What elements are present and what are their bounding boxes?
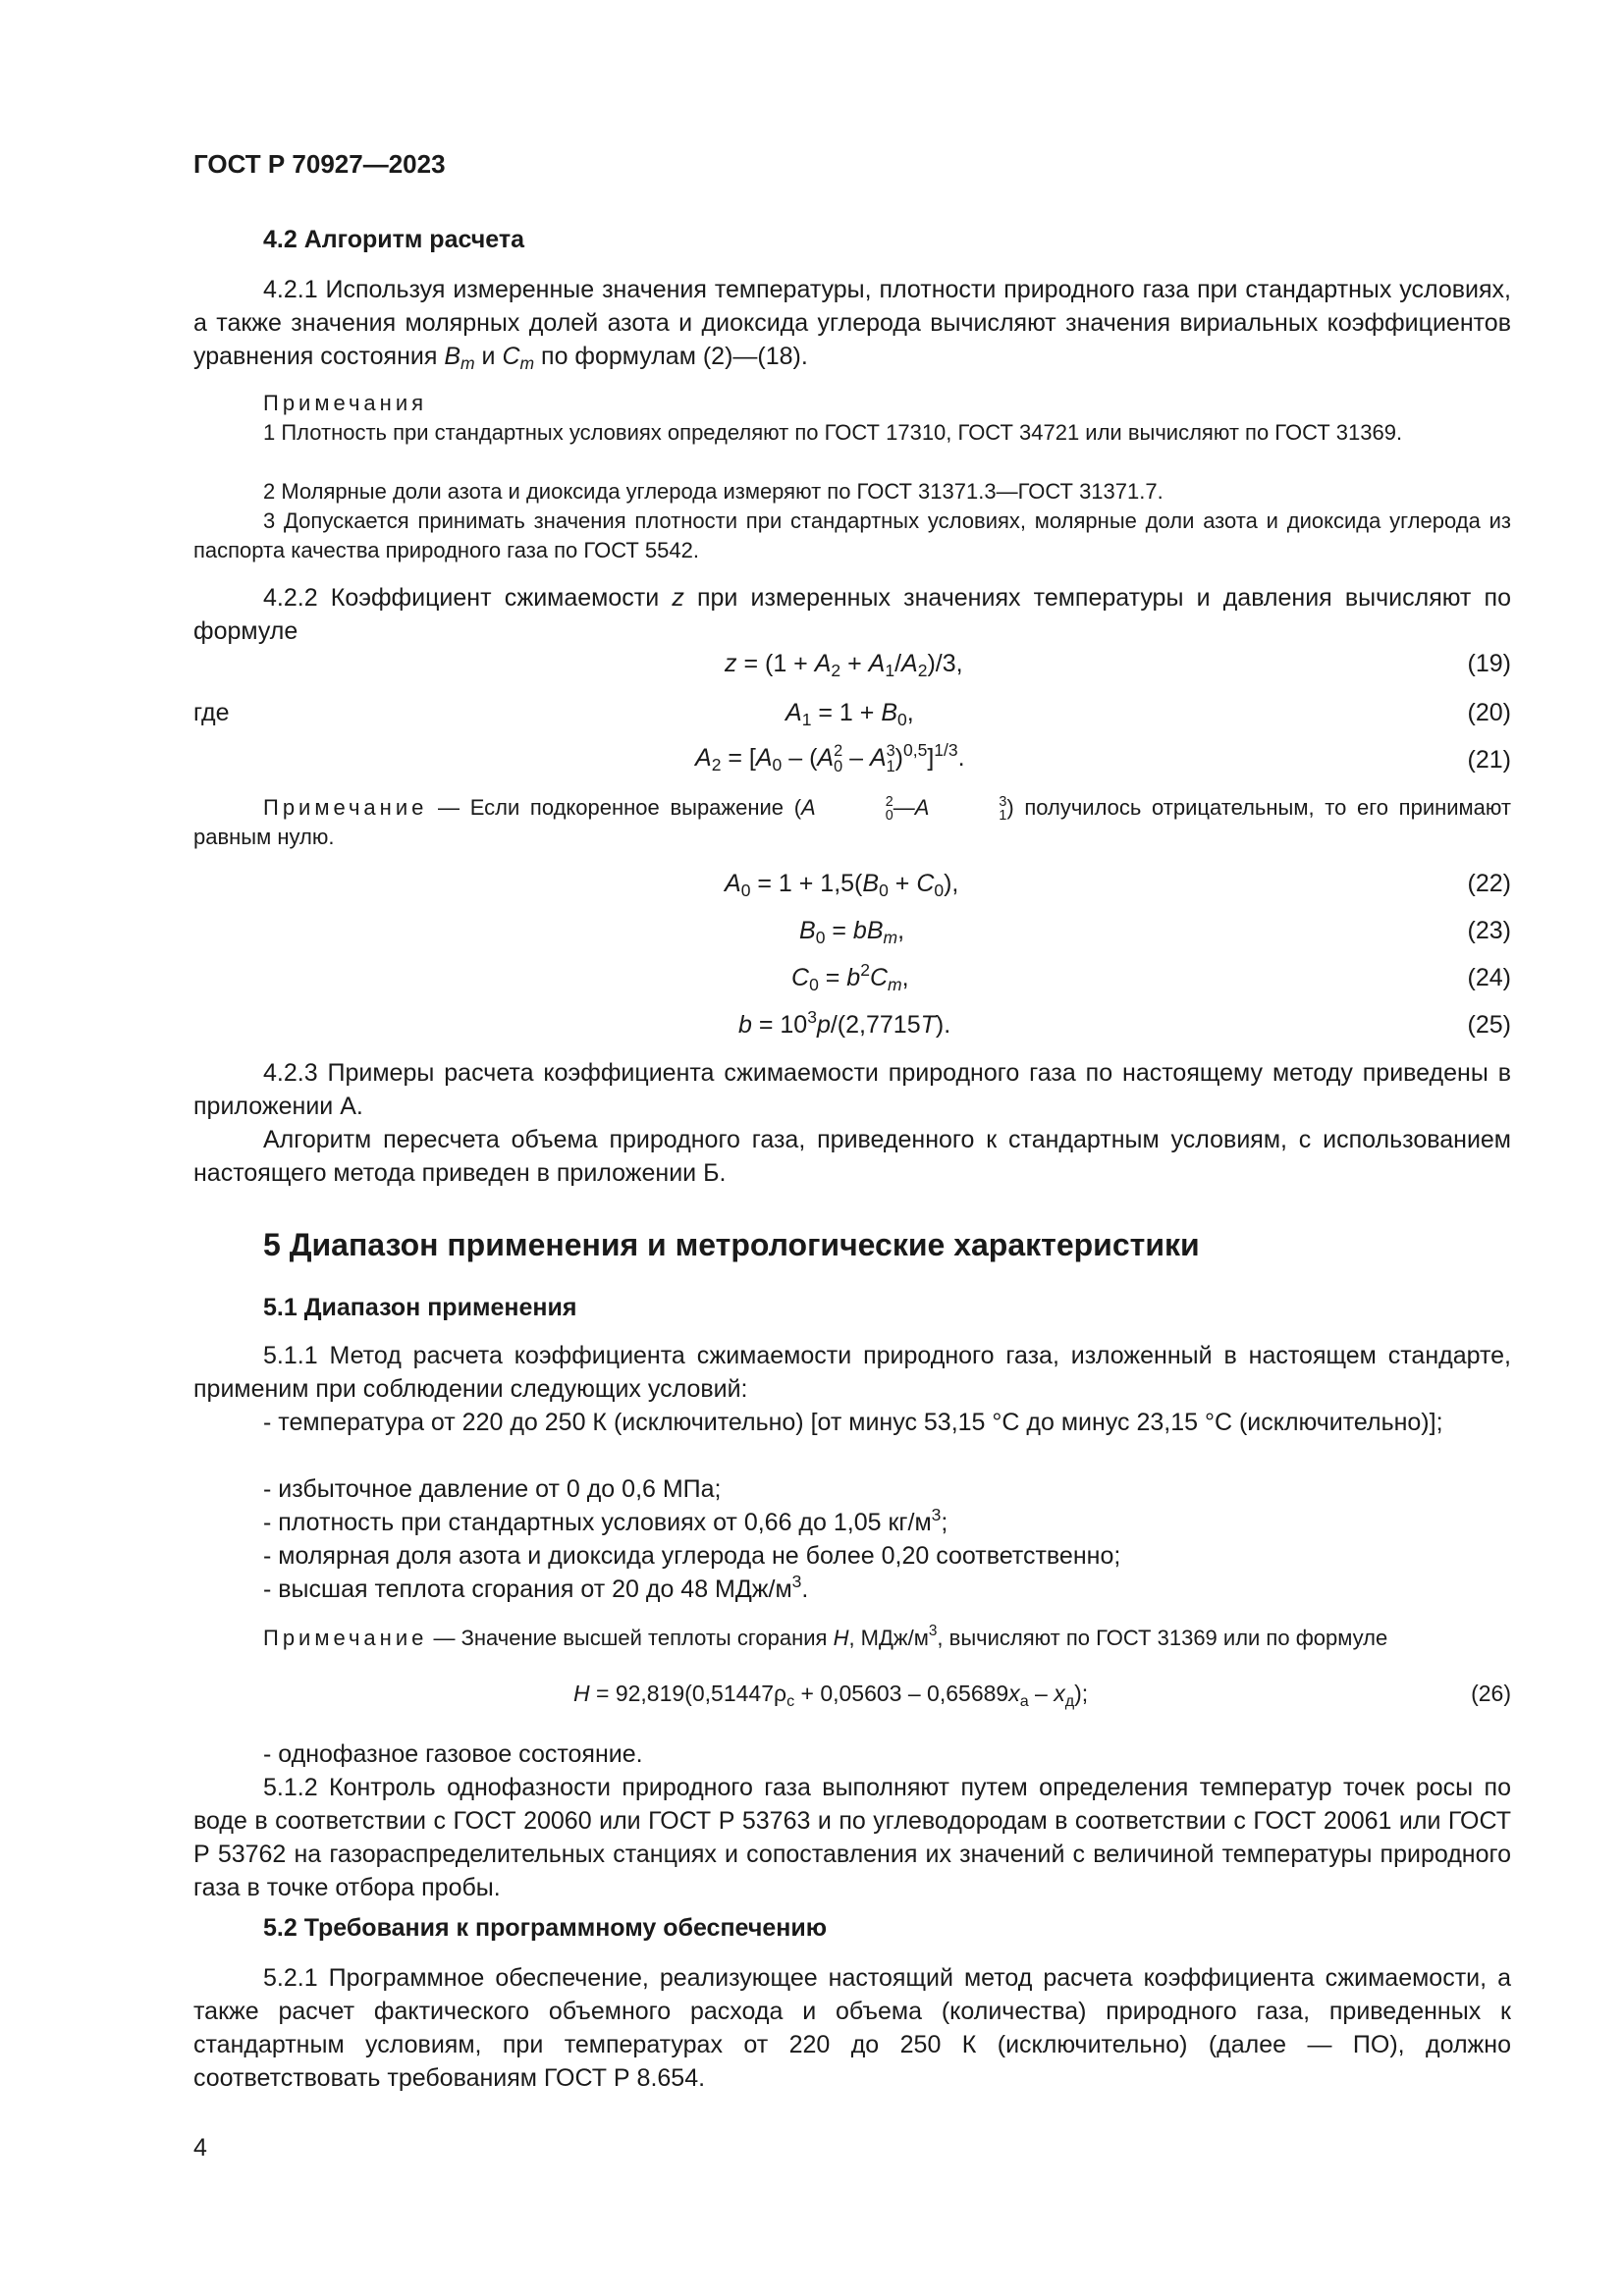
section-5-title: 5 Диапазон применения и метрологические характеристики [263,1227,1200,1262]
condition-single-phase: - однофазное газовое состояние. [263,1740,643,1768]
page-number: 4 [193,2134,207,2162]
note-radicand: Примечание — Если подкоренное выражение (A 2 0 —A 3 1 ) получилось отрицательным, то его принимают равным нулю. [193,793,1511,850]
note-heating-value: Примечание — Значение высшей теплоты сгорания H, МДж/$м^3$, вычисляют по ГОСТ 31369 или по формуле [263,1623,1388,1650]
paragraph-4-2-3: 4.2.3 Примеры расчета коэффициента сжимаемости природного газа по настоящему методу приведены в приложении А. [193,1059,1511,1120]
paragraph-4-2-2: 4.2.2 Коэффициент сжимаемости z при измеренных значениях температуры и давления вычисляют по формуле [193,584,1511,645]
eq-number-19: (19) [1467,650,1511,677]
eq-number-24: (24) [1467,964,1511,991]
note-2: 2 Молярные доли азота и диоксида углерода измеряют по ГОСТ 31371.3—ГОСТ 31371.7. [263,479,1164,504]
section-5-1-title: 5.1 Диапазон применения [263,1294,577,1321]
formula-24: $C_0 = b^2C_m$, [791,960,909,994]
eq-number-20: (20) [1467,699,1511,726]
section-5-2-title: 5.2 Требования к программному обеспечению [263,1914,828,1942]
paragraph-5-1-2: 5.1.2 Контроль однофазности природного газа выполняют путем определения температур точек росы по воде в соответствии с ГОСТ 20060 или ГОСТ Р 53763 и по углеводородам в соответствии с ГОСТ 20061 или ГОСТ Р 53762 на газораспределительных станциях и сопоставления их значений с величиной температуры природного газа в точке отбора пробы. [193,1774,1511,1901]
eq-number-23: (23) [1467,917,1511,944]
eq-number-26: (26) [1471,1681,1511,1706]
formula-23: $B_0 = bB_m$, [799,917,905,947]
formula-22: $A_0 = 1 + 1,5(B_0 + C_0)$, [725,870,959,900]
formula-25: $b = 10^3p/(2,7715T)$. [738,1007,951,1039]
paragraph-4-2-1: 4.2.1 Используя измеренные значения температуры, плотности природного газа при стандартных условиях, а также значения молярных долей азота и диоксида углерода вычисляют значения вириальных коэффициентов уравнения состояния $B_m$ и $C_m$ по формулам (2)—(18). [193,276,1511,373]
condition-pressure: - избыточное давление от 0 до 0,6 МПа; [263,1475,722,1503]
condition-temperature: - температура от 220 до 250 К (исключительно) [от минус 53,15 °С до минус 23,15 °С (исключительно)]; [263,1409,1443,1436]
formula-20: $A_1 = 1 + B_0$, [785,699,914,729]
where-label: где [193,699,230,726]
paragraph-5-2-1: 5.2.1 Программное обеспечение, реализующее настоящий метод расчета коэффициента сжимаемости, а также расчет фактического объемного расхода и объема (количества) природного газа, приведенных к стандартным условиям, при температурах от 220 до 250 К (исключительно) (далее — ПО), должно соответствовать требованиям ГОСТ Р 8.654. [193,1964,1511,2092]
document-header: ГОСТ Р 70927—2023 [193,149,446,179]
notes-label: Примечания [263,391,428,415]
formula-19: $z = (1 + A_2 + A_1/A_2)/3$, [725,650,963,680]
paragraph-5-1-1: 5.1.1 Метод расчета коэффициента сжимаемости природного газа, изложенный в настоящем стандарте, применим при соблюдении следующих условий: [193,1342,1511,1403]
formula-26: $H = 92,819(0,51447\rho_с + 0,05603 - 0,65689x_а - x_д)$; [573,1681,1089,1710]
condition-molar-fraction: - молярная доля азота и диоксида углерода не более 0,20 соответственно; [263,1542,1121,1570]
formula-21: $A_2 = [A_0 - (A$ 2 0 – A 3 1 )$^{0,5}$]$^{1/3}$. [695,739,965,776]
eq-number-21: (21) [1467,746,1511,774]
condition-density: - плотность при стандартных условиях от 0,66 до 1,05 $кг/м^3$; [263,1505,948,1536]
note-3: 3 Допускается принимать значения плотности при стандартных условиях, молярные доли азота и диоксида углерода из паспорта качества природного газа по ГОСТ 5542. [193,508,1511,562]
paragraph-4-2-3-b: Алгоритм пересчета объема природного газа, приведенного к стандартным условиям, с использованием настоящего метода приведен в приложении Б. [193,1126,1511,1187]
note-1: 1 Плотность при стандартных условиях определяют по ГОСТ 17310, ГОСТ 34721 или вычисляют по ГОСТ 31369. [263,420,1403,445]
eq-number-22: (22) [1467,870,1511,897]
eq-number-25: (25) [1467,1011,1511,1039]
section-4-2-title: 4.2 Алгоритм расчета [263,226,524,253]
condition-heating-value: - высшая теплота сгорания от 20 до 48 МДж/$м^3$. [263,1572,809,1603]
